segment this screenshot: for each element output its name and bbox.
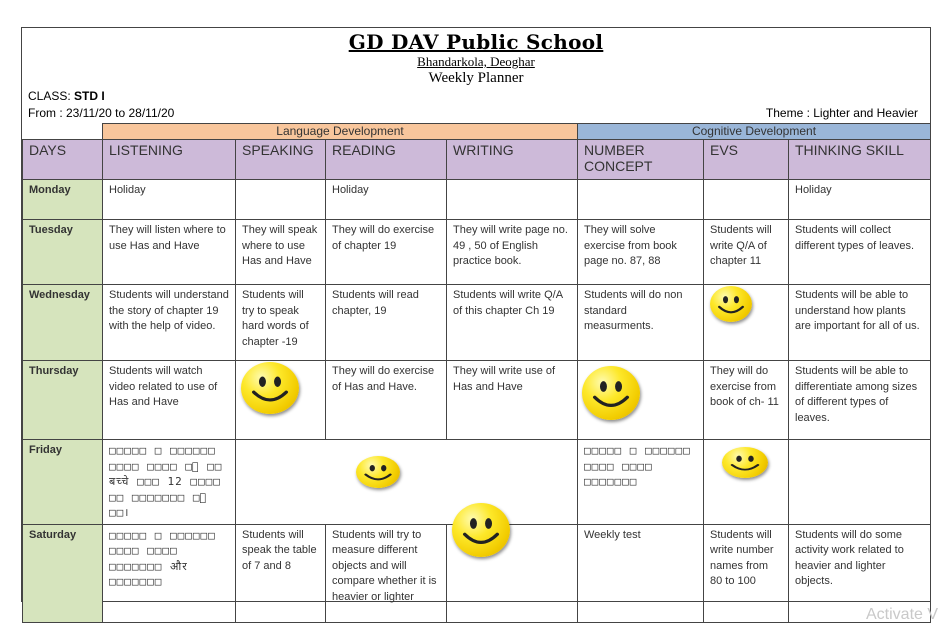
language-development-group: Language Development [103, 124, 578, 140]
smiley-face-icon [241, 362, 299, 414]
column-header-row [23, 140, 931, 180]
cell-speaking [236, 180, 326, 220]
cell-writing: They will write use of Has and Have [447, 361, 578, 440]
date-range: From : 23/11/20 to 28/11/20 [28, 106, 175, 120]
cell-writing: Students will write Q/A of this chapter Ch 19 [447, 285, 578, 361]
cell-thinking-skill: Students will do some activity work related to heavier and lighter objects. [789, 524, 931, 622]
day-cell: Monday [23, 180, 103, 220]
cell-thinking-skill: Students will be able to differentiate among sizes of different types of leaves. [789, 361, 931, 440]
cell-reading: Students will try to measure different objects and will compare whether it is heavier or lighter [326, 524, 447, 622]
group-header-row [23, 124, 931, 140]
cell-evs [704, 180, 789, 220]
row-monday [23, 180, 931, 220]
cell-evs: Students will write Q/A of chapter 11 [704, 220, 789, 285]
class-info [28, 89, 105, 103]
cell-reading: Students will read chapter, 19 [326, 285, 447, 361]
cell-listening: □□□□□ □ □□□□□□ □□□□ □□□□ □े □□ बच्चे □□□ 12 □□□□ □□ □□□□□□□ □े □□। [103, 440, 236, 525]
cell-speaking-reading-writing-merged [236, 440, 578, 525]
col-reading: READING [326, 140, 447, 180]
cell-speaking: Students will try to speak hard words of chapter -19 [236, 285, 326, 361]
school-name: GD DAV Public School [348, 30, 604, 54]
cell-thinking-skill: Students will be able to understand how plants are important for all of us. [789, 285, 931, 361]
cell-number-concept [578, 180, 704, 220]
cell-listening: □□□□□ □ □□□□□□ □□□□ □□□□ □□□□□□□ और □□□□□□□ [103, 524, 236, 622]
smiley-face-icon [722, 447, 768, 478]
cell-number-concept: □□□□□ □ □□□□□□ □□□□ □□□□ □□□□□□□ [578, 440, 704, 525]
cell-listening: They will listen where to use Has and Have [103, 220, 236, 285]
cell-evs: They will do exercise from book of ch- 11 [704, 361, 789, 440]
day-cell: Friday [23, 440, 103, 525]
cell-listening: Students will understand the story of chapter 19 with the help of video. [103, 285, 236, 361]
activate-windows-watermark: Activate V [866, 606, 939, 623]
day-cell: Thursday [23, 361, 103, 440]
row-wednesday [23, 285, 931, 361]
smiley-face-icon [452, 503, 510, 557]
smiley-face-icon [582, 366, 640, 420]
cognitive-development-group: Cognitive Development [578, 124, 931, 140]
col-days: DAYS [23, 140, 103, 180]
col-evs: EVS [704, 140, 789, 180]
cell-thinking-skill: Holiday [789, 180, 931, 220]
col-number-concept: NUMBER CONCEPT [578, 140, 704, 180]
day-cell: Tuesday [23, 220, 103, 285]
cell-listening: Students will watch video related to use of Has and Have [103, 361, 236, 440]
cell-thinking-skill [789, 440, 931, 525]
school-location: Bhandarkola, Deoghar [417, 54, 535, 69]
cell-reading: They will do exercise of chapter 19 [326, 220, 447, 285]
group-empty-cell [23, 124, 103, 140]
cell-number-concept: They will solve exercise from book page no. 87, 88 [578, 220, 704, 285]
row-thursday [23, 361, 931, 440]
cell-speaking: They will speak where to use Has and Have [236, 220, 326, 285]
cell-number-concept: Weekly test [578, 524, 704, 622]
cell-number-concept: Students will do non standard measurments. [578, 285, 704, 361]
smiley-face-icon [356, 456, 400, 488]
col-speaking: SPEAKING [236, 140, 326, 180]
cell-reading: Holiday [326, 180, 447, 220]
day-cell: Wednesday [23, 285, 103, 361]
col-writing: WRITING [447, 140, 578, 180]
cell-speaking: Students will speak the table of 7 and 8 [236, 524, 326, 622]
col-thinking-skill: THINKING SKILL [789, 140, 931, 180]
class-value: STD I [74, 89, 105, 103]
document-title: Weekly Planner [428, 70, 524, 86]
cell-evs: Students will write number names from 80 to 100 [704, 524, 789, 622]
cell-reading: They will do exercise of Has and Have. [326, 361, 447, 440]
cell-listening: Holiday [103, 180, 236, 220]
theme-label: Theme : Lighter and Heavier [765, 106, 918, 120]
class-label: CLASS: [28, 89, 71, 103]
col-listening: LISTENING [103, 140, 236, 180]
smiley-face-icon [710, 286, 752, 322]
day-cell: Saturday [23, 524, 103, 622]
cell-writing: They will write page no. 49 , 50 of English practice book. [447, 220, 578, 285]
cell-writing [447, 180, 578, 220]
cell-thinking-skill: Students will collect different types of leaves. [789, 220, 931, 285]
row-tuesday [23, 220, 931, 285]
